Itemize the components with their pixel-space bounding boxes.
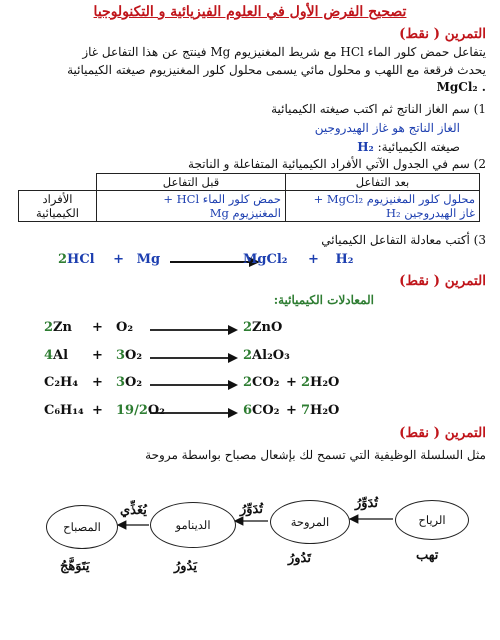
node-wind xyxy=(395,500,469,540)
plus-sign: + xyxy=(92,375,103,390)
table-before-line1: حمض كلور الماء HCl + xyxy=(163,192,281,206)
table-after-line1: محلول كلور المغنيزيوم MgCl₂ + xyxy=(313,192,475,206)
ex1-a1-formula-label: صيغته الكيميائية: xyxy=(377,140,460,154)
plus-sign: + xyxy=(92,348,103,363)
table-header-after: بعد التفاعل xyxy=(286,174,480,191)
coefficient: 2 xyxy=(243,348,253,363)
chemical-formula: C₆H₁₄ xyxy=(44,403,84,418)
eq-reactant1: HCl xyxy=(67,252,95,267)
ex1-heading-points: ( نقط) xyxy=(399,26,441,42)
coefficient: 2 xyxy=(301,375,311,390)
chemical-formula: C₂H₄ xyxy=(44,375,79,390)
chemical-formula: Zn xyxy=(53,320,72,335)
chemical-formula: O₂ xyxy=(125,348,143,363)
verb-dynamo-lamp: يُغَذِّي xyxy=(120,503,147,518)
eq-plus1: + xyxy=(113,252,125,267)
chemical-formula: O₂ xyxy=(125,375,143,390)
table-row-label: الأفراد الكيميائية xyxy=(19,191,97,222)
coefficient: 6 xyxy=(243,403,253,418)
ex1-q1: 1) سم الغاز الناتج ثم اكتب صيغته الكيميائية xyxy=(271,102,486,116)
plus-sign: + xyxy=(286,403,297,418)
chemical-formula: CO₂ xyxy=(252,403,280,418)
plus-sign: + xyxy=(92,403,103,418)
ex1-q3: 3) أكتب معادلة التفاعل الكيميائي xyxy=(321,233,486,247)
verb-wind-fan: تُدَوِّرُ xyxy=(355,496,378,511)
chemical-formula: H₂O xyxy=(310,375,340,390)
ex3-heading-word: التمرين xyxy=(444,425,486,441)
coefficient: 2 xyxy=(243,320,253,335)
eq-reactant2: Mg xyxy=(136,252,161,267)
table-before-line2: المغنيزيوم Mg xyxy=(209,206,281,220)
plus-sign: + xyxy=(286,375,297,390)
coefficient: 3 xyxy=(116,375,126,390)
page-title: تصحيح الفرض الأول في العلوم الفيزيائية و التكنولوجيا xyxy=(93,4,407,20)
eq-coef1: 2 xyxy=(58,252,68,267)
ex2-heading-word: التمرين xyxy=(444,273,486,289)
node-dynamo xyxy=(150,502,236,548)
eq-product1: MgCl₂ xyxy=(243,252,288,267)
table-after-line2: غاز الهيدروجين H₂ xyxy=(386,206,475,220)
state-dynamo: يَدُورُ xyxy=(174,559,197,574)
chemical-formula: Al₂O₃ xyxy=(252,348,290,363)
node-lamp-label: المصباح xyxy=(63,520,101,534)
coefficient: 19/2 xyxy=(116,403,148,418)
coefficient: 7 xyxy=(301,403,311,418)
eq-product2: H₂ xyxy=(335,252,354,267)
chemical-formula: CO₂ xyxy=(252,375,280,390)
node-lamp xyxy=(46,505,118,549)
coefficient: 4 xyxy=(44,348,54,363)
coefficient: 2 xyxy=(243,375,253,390)
node-fan-label: المروحة xyxy=(290,515,330,529)
node-dynamo-label: الدينامو xyxy=(175,518,211,532)
state-fan: تَدُورُ xyxy=(288,551,311,566)
ex1-heading-word: التمرين xyxy=(444,26,486,42)
state-wind: تهب xyxy=(416,548,439,563)
chemical-formula: Al xyxy=(53,348,69,363)
chemical-formula: ZnO xyxy=(252,320,283,335)
ex1-intro-formula: MgCl₂ . xyxy=(436,80,486,94)
ex1-q2: 2) سم في الجدول الآتي الأفراد الكيميائية المتفاعلة و الناتجة xyxy=(188,157,486,171)
node-wind-label: الرياح xyxy=(418,513,446,527)
node-fan xyxy=(270,500,350,544)
eq-plus2: + xyxy=(308,252,319,267)
chemical-formula: H₂O xyxy=(310,403,340,418)
ex2-subheading: المعادلات الكيميائية: xyxy=(273,293,374,307)
coefficient: 2 xyxy=(44,320,54,335)
ex1-intro-line2: يحدث فرقعة مع اللهب و محلول مائي يسمى محلول كلور المغنيزيوم صيغته الكيميائية xyxy=(67,63,486,77)
table-header-before: قبل التفاعل xyxy=(97,174,286,191)
chemical-formula: O₂ xyxy=(116,320,134,335)
ex3-heading-points: ( نقط) xyxy=(399,425,441,441)
ex3-text: مثل السلسلة الوظيفية التي تسمح لك بإشعال مصباح بواسطة مروحة xyxy=(145,448,486,462)
state-lamp: يَتَوَهَّجُ xyxy=(60,559,90,574)
plus-sign: + xyxy=(92,320,103,335)
ex1-intro-line1: يتفاعل حمض كلور الماء HCl مع شريط المغنيزيوم Mg فينتج عن هذا التفاعل غاز xyxy=(82,45,486,59)
ex2-heading-points: ( نقط) xyxy=(399,273,441,289)
verb-fan-dynamo: تُدَوِّرُ xyxy=(240,502,263,517)
ex1-a1-formula: H₂ xyxy=(357,140,374,154)
ex1-a1: الغاز الناتج هو غاز الهيدروجين xyxy=(314,121,460,135)
coefficient: 3 xyxy=(116,348,126,363)
chemical-formula: O₂ xyxy=(147,403,165,418)
